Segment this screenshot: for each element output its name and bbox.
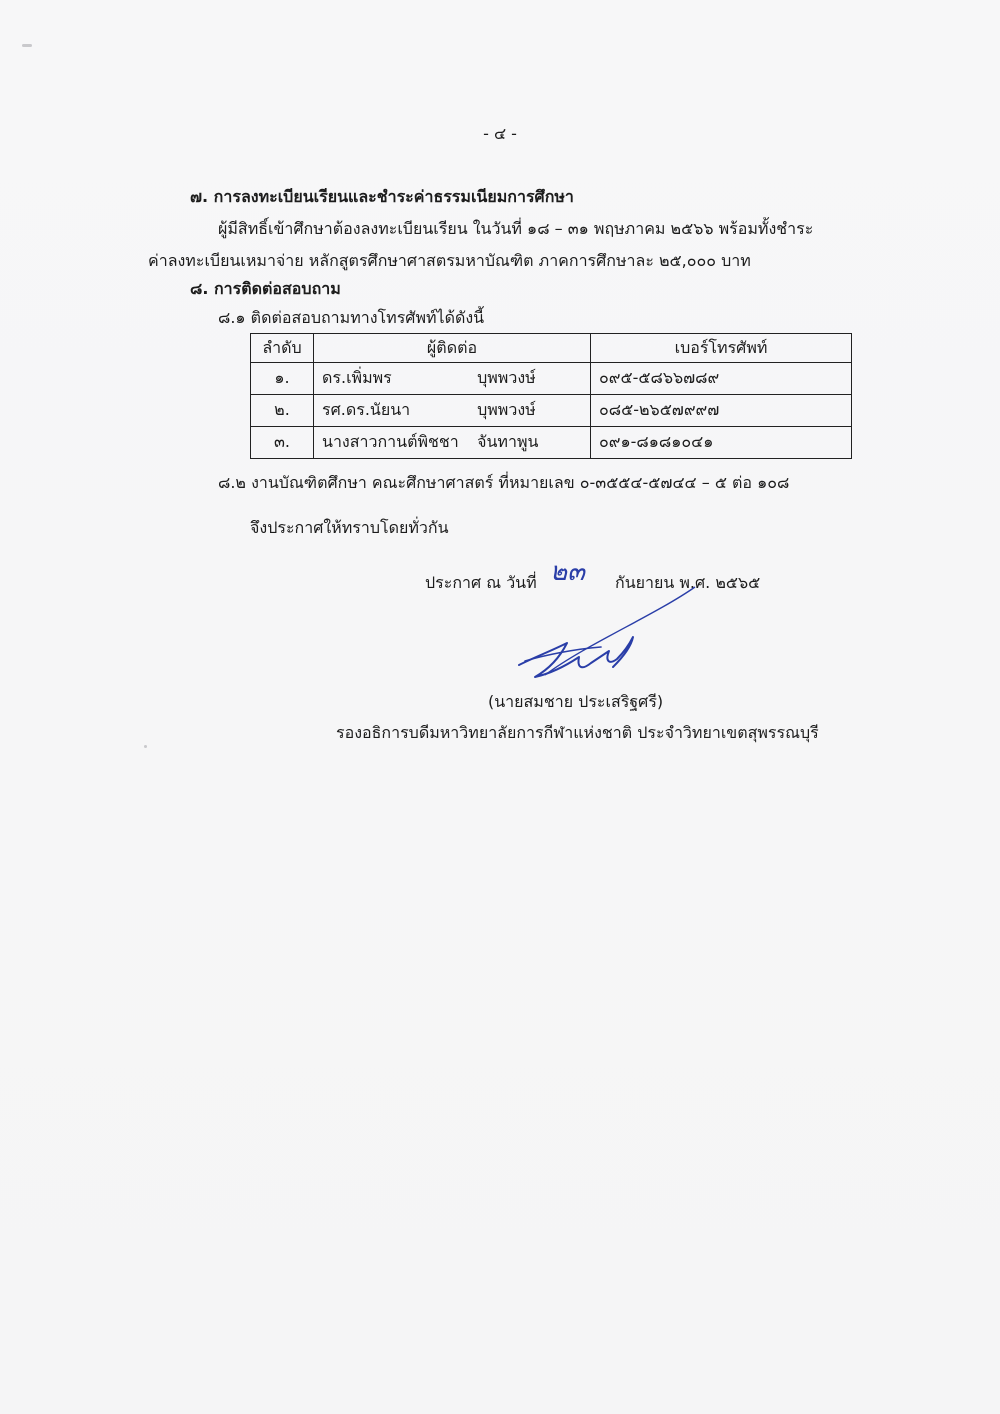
row-contact bbox=[314, 363, 591, 395]
scan-mark bbox=[22, 44, 32, 47]
row-contact bbox=[314, 395, 591, 427]
contact-last-name: จันทาพูน bbox=[477, 432, 539, 451]
announce-date-prefix: ประกาศ ณ วันที่ bbox=[425, 573, 537, 592]
row-seq: ๑. bbox=[251, 363, 314, 395]
signer-title: รองอธิการบดีมหาวิทยาลัยการกีฬาแห่งชาติ ประจำวิทยาเขตสุพรรณบุรี bbox=[336, 723, 819, 742]
section8-heading: ๘. การติดต่อสอบถาม bbox=[190, 279, 341, 298]
contact-table bbox=[250, 333, 852, 459]
column-header-phone: เบอร์โทรศัพท์ bbox=[591, 334, 852, 363]
contact-first-name: รศ.ดร.นัยนา bbox=[322, 400, 411, 419]
row-seq: ๒. bbox=[251, 395, 314, 427]
contact-last-name: บุพพวงษ์ bbox=[477, 400, 536, 419]
table-row bbox=[251, 427, 852, 459]
section8-2-text: ๘.๒ งานบัณฑิตศึกษา คณะศึกษาศาสตร์ ที่หมายเลข ๐-๓๕๕๔-๕๗๔๔ – ๕ ต่อ ๑๐๘ bbox=[218, 473, 790, 492]
signer-name: (นายสมชาย ประเสริฐศรี) bbox=[488, 692, 664, 711]
scan-mark bbox=[144, 745, 147, 748]
row-phone: ๐๙๕-๕๘๖๖๗๘๙ bbox=[591, 363, 852, 395]
row-phone: ๐๘๕-๒๖๕๗๙๙๗ bbox=[591, 395, 852, 427]
column-header-seq: ลำดับ bbox=[251, 334, 314, 363]
section7-heading: ๗. การลงทะเบียนเรียนและชำระค่าธรรมเนียมการศึกษา bbox=[190, 187, 574, 206]
announce-date-suffix: กันยายน พ.ศ. ๒๕๖๕ bbox=[615, 573, 761, 592]
handwritten-day: ๒๓ bbox=[550, 557, 585, 587]
row-contact bbox=[314, 427, 591, 459]
section7-paragraph-line2: ค่าลงทะเบียนเหมาจ่าย หลักสูตรศึกษาศาสตรมหาบัณฑิต ภาคการศึกษาละ ๒๕,๐๐๐ บาท bbox=[148, 251, 751, 270]
table-row bbox=[251, 363, 852, 395]
contact-last-name: บุพพวงษ์ bbox=[477, 368, 536, 387]
column-header-contact: ผู้ติดต่อ bbox=[314, 334, 591, 363]
table-row bbox=[251, 395, 852, 427]
section8-1-text: ๘.๑ ติดต่อสอบถามทางโทรศัพท์ได้ดังนี้ bbox=[218, 308, 485, 327]
signature-image bbox=[505, 585, 725, 695]
section7-paragraph-line1: ผู้มีสิทธิ์เข้าศึกษาต้องลงทะเบียนเรียน ในวันที่ ๑๘ – ๓๑ พฤษภาคม ๒๕๖๖ พร้อมทั้งชำระ bbox=[218, 219, 814, 238]
page-number: - ๔ - bbox=[483, 124, 517, 143]
contact-first-name: ดร.เพิ่มพร bbox=[322, 368, 392, 387]
closing-text: จึงประกาศให้ทราบโดยทั่วกัน bbox=[250, 518, 449, 537]
row-phone: ๐๙๑-๘๑๘๑๐๔๑ bbox=[591, 427, 852, 459]
contact-first-name: นางสาวกานต์พิชชา bbox=[322, 432, 459, 451]
row-seq: ๓. bbox=[251, 427, 314, 459]
table-header-row bbox=[251, 334, 852, 363]
